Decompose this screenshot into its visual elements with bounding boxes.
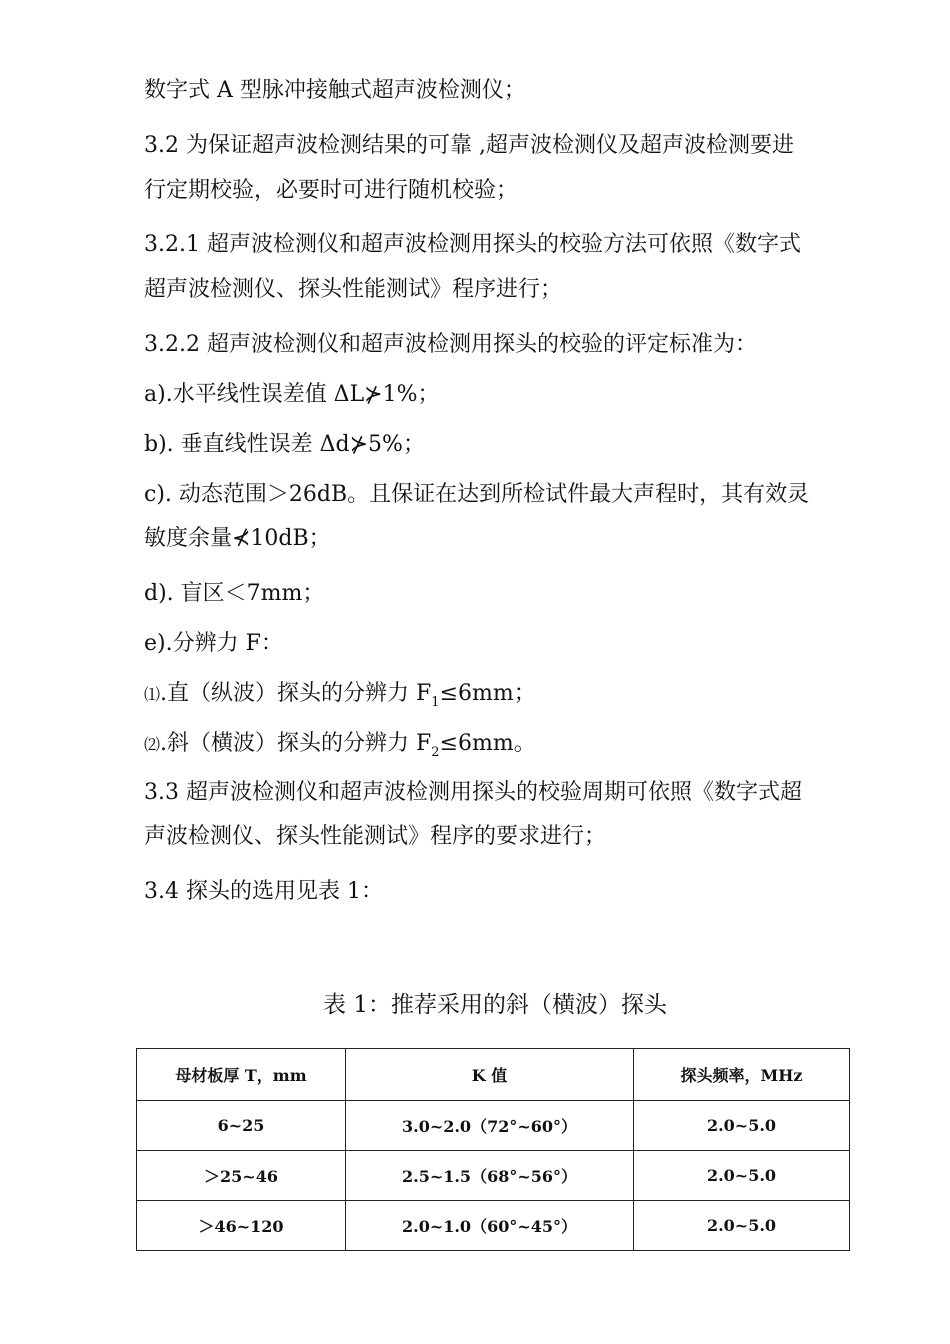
criterion-b: b). 垂直线性误差 Δd⊁5%； (144, 432, 425, 457)
section-3-2-2-line: 3.2.2 超声波检测仪和超声波检测用探头的校验的评定标准为： (144, 332, 757, 357)
item-text: .斜（横波）探头的分辨力 F (160, 731, 432, 756)
table-cell: 3.0~2.0（72°~60°） (346, 1101, 634, 1151)
criterion-d: d). 盲区＜7mm； (144, 581, 325, 606)
table-cell: 2.0~5.0 (634, 1201, 850, 1251)
criterion-e-item-2 (144, 729, 854, 760)
table-cell: 2.0~5.0 (634, 1151, 850, 1201)
header-thickness: 母材板厚 T，mm (137, 1049, 346, 1101)
section-3-3-line-2: 声波检测仪、探头性能测试》程序的要求进行； (144, 824, 607, 849)
item-text: .直（纵波）探头的分辨力 F (160, 681, 432, 706)
table-cell: ＞25~46 (137, 1151, 346, 1201)
section-3-2-1-line-2: 超声波检测仪、探头性能测试》程序进行； (144, 277, 563, 302)
table-cell: 2.0~5.0 (634, 1101, 850, 1151)
text-line: 数字式 A 型脉冲接触式超声波检测仪； (144, 78, 526, 103)
table-cell: 2.0~1.0（60°~45°） (346, 1201, 634, 1251)
section-3-2-line-1: 3.2 为保证超声波检测结果的可靠 ,超声波检测仪及超声波检测要进 (144, 133, 794, 158)
criterion-e-item-1 (144, 679, 854, 710)
table-cell: 2.5~1.5（68°~56°） (346, 1151, 634, 1201)
table-row (137, 1151, 850, 1201)
header-k-value: K 值 (346, 1049, 634, 1101)
section-3-4-line: 3.4 探头的选用见表 1： (144, 879, 383, 904)
table-cell: 6~25 (137, 1101, 346, 1151)
header-frequency: 探头频率，MHz (634, 1049, 850, 1101)
item-marker: ⑴ (144, 685, 161, 704)
table-header-row (137, 1049, 850, 1101)
item-value: ≤6mm。 (439, 731, 536, 756)
section-3-2-line-2: 行定期校验，必要时可进行随机校验； (144, 178, 519, 203)
item-marker: ⑵ (144, 735, 161, 754)
section-3-2-1-line-1: 3.2.1 超声波检测仪和超声波检测用探头的校验方法可依照《数字式 (144, 232, 801, 257)
criterion-c-line-2: 敏度余量⊀10dB； (144, 526, 331, 551)
table-row (137, 1201, 850, 1251)
subscript: 1 (431, 695, 440, 710)
item-value: ≤6mm； (439, 681, 536, 706)
probe-selection-table (136, 1048, 850, 1251)
table-caption: 表 1：推荐采用的斜（横波）探头 (323, 992, 667, 1018)
section-3-3-line-1: 3.3 超声波检测仪和超声波检测用探头的校验周期可依照《数字式超 (144, 780, 802, 805)
criterion-c-line-1: c). 动态范围＞26dB。且保证在达到所检试件最大声程时，其有效灵 (144, 482, 810, 507)
subscript: 2 (431, 745, 440, 760)
criterion-a: a).水平线性误差值 ΔL⊁1%； (144, 382, 440, 407)
table-row (137, 1101, 850, 1151)
table-cell: ＞46~120 (137, 1201, 346, 1251)
criterion-e: e).分辨力 F： (144, 631, 283, 656)
